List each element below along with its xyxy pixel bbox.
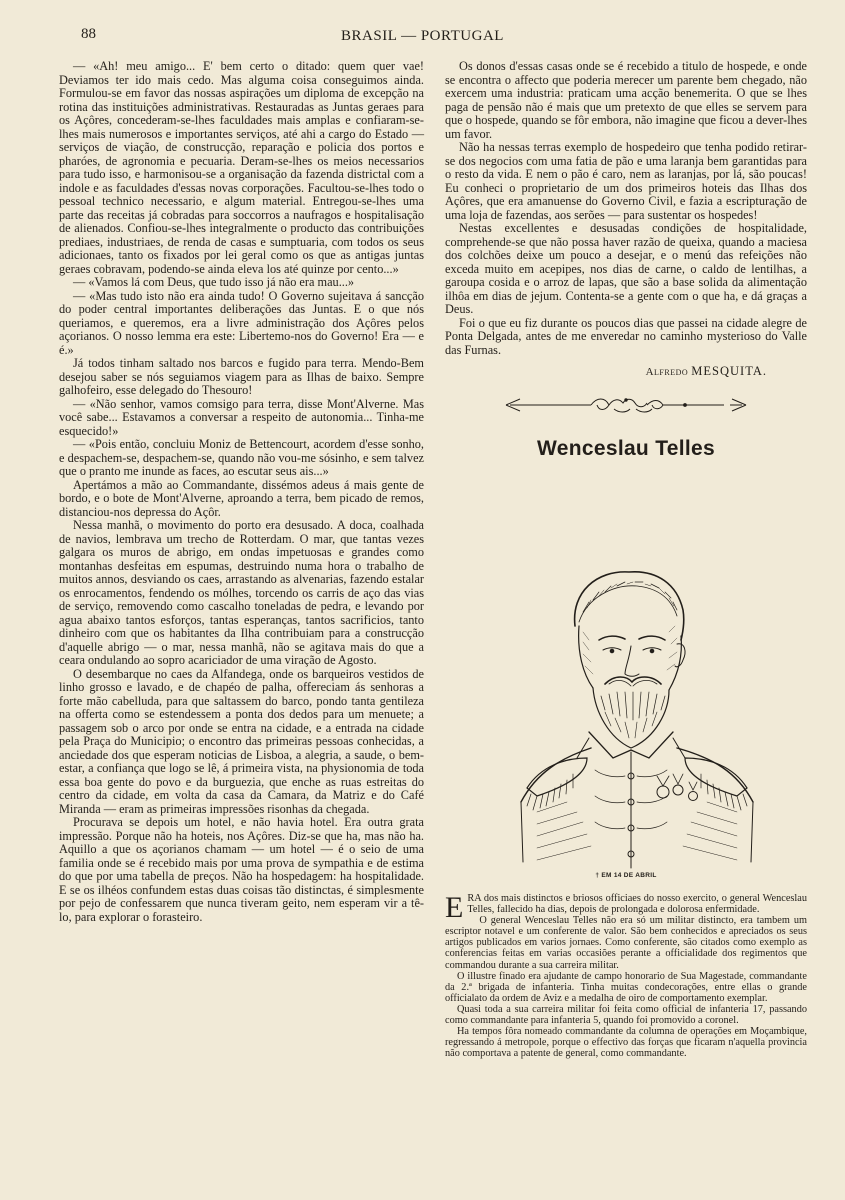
paragraph: Nestas excellentes e desusadas condições de hospitalidade, comprehende-se que não possa haver razão de queixa, quando a maciesa dos colchões deixe um pouco a desejar, e o menú das refeições não exceda muito em acepipes, nos dias de carne, o caldo de lentilhas, a garoupa cosida e o arroz de lapas, que são a base solida da alimentação ilhôa em dias de jejum. Contenta-se a gente com o que ha, e dá graças a Deus. [445, 221, 807, 316]
author-signature [445, 365, 807, 380]
running-title: BRASIL — PORTUGAL [341, 28, 504, 44]
paragraph: Os donos d'essas casas onde se é recebido a titulo de hospede, e onde se encontra o affecto que poderia merecer um parente bem chegado, não exercem uma industria: praticam uma acção benemerita. O que se lhes paga de pensão não é mais que um pretexto de que elles se servem para que o hospede, quando se fôr embora, não imagine que ficou a dever-lhes um favor. [445, 59, 807, 141]
paragraph: Foi o que eu fiz durante os poucos dias que passei na cidade alegre de Ponta Delgada, antes de me enveredar no caminho mysterioso do Valle das Furnas. [445, 315, 807, 357]
paragraph: O illustre finado era ajudante de campo honorario de Sua Magestade, commandante da 2.ª brigada de infanteria. Tinha muitas condecorações, entre ellas o grande officialato da ordem de Aviz e a medalha de oiro de comportamento exemplar. [445, 970, 807, 1004]
article-body [445, 893, 807, 1059]
portrait-illustration [517, 562, 757, 870]
paragraph: Não ha nessas terras exemplo de hospedeiro que tenha podido retirar-se dos negocios com uma fatia de pão e uma laranja bem garantidas para o resto da vida. E nem o pão é caro, nem as laranjas, por lá, são poucas! Eu conheci o proprietario de um dos primeiros hoteis das Ilhas dos Açôres, que era amanuense do Governo Civil, e fazia a escripturação de uma loja de fazendas, aos serões — para sustentar os hospedes! [445, 140, 807, 222]
ornament-divider [496, 394, 756, 416]
paragraph: Procurava se depois um hotel, e não havia hotel. Era outra grata impressão. Porque não ha hoteis, nos Açôres. Diz-se que ha, mas não ha. Aquillo a que os açorianos chamam — um hotel — é o seio de uma familia onde se é recebido mais por uma prova de sympathia e de estima do que por uma tabella de preços. Não ha hospedagem: ha hospitalidade. E se os ilhéos confundem estas duas coisas tão distinctas, é simplesmente por pejo de confessarem que nunca tiveram geito, nem esperam vir a tê-lo, para explorar o forasteiro. [59, 815, 424, 924]
author-last-name: MESQUITA. [691, 364, 767, 378]
left-column [59, 60, 424, 924]
author-first-name: Alfredo [645, 366, 689, 378]
paragraph: O general Wenceslau Telles não era só um militar distincto, era tambem um escriptor notavel e um conferente de valor. São bem conhecidos e apreciados os seus artigos publicados em varios jornaes. Como conferente, são citados como exemplo as conferencias feitas em varias occasiões perante a officialidade dos regimentos que commandou durante a sua carreira militar. [445, 915, 807, 971]
paragraph: — «Pois então, concluiu Moniz de Bettencourt, acordem d'esse sonho, e despachem-se, despachem-se, quando não vou-me sósinho, e sem talvez que o pranto me inunde as faces, ao escutar seus ais...» [59, 437, 424, 478]
article-first-paragraph [445, 891, 807, 924]
paragraph: Nessa manhã, o movimento do porto era desusado. A doca, coalhada de navios, lembrava um trecho de Rotterdam. O mar, que tantas vezes galgara os muros de abrigo, em ondas impetuosas e grandes como montanhas desfeitas em espumas, destruindo numa hora o trabalho de muitos annos, desviando os caes, arrastando as alvenarias, fazendo estalar os enrocamentos, fendendo os mólhes, torcendo os carris de aço das vias de serviço, removendo como cascalho toneladas de pedra, e levando por agua abaixo tantos esforços, tantas esperanças, tantos sacrificios, tanto dinheiro com que os habitantes da Ilha contribuiam para a construcção d'aquelle abrigo — o mar, nessa manhã, não se agitava mais do que a ceara ondulando ao sopro acariciador de uma viração de Agosto. [59, 518, 424, 667]
paragraph: Quasi toda a sua carreira militar foi feita como official de infanteria 17, passando como commandante para infanteria 5, quando foi promovido a coronel. [445, 1003, 807, 1027]
paragraph: — «Mas tudo isto não era ainda tudo! O Governo sujeitava á sancção do poder central importantes deliberações das Juntas. E o que nós queriamos, e queremos, era a livre administração dos Açôres pelos açorianos. O nosso lemma era este: Libertemo-nos do Governo! Era — e é.» [59, 288, 424, 357]
portrait-caption: † EM 14 DE ABRIL [595, 872, 657, 879]
right-column [445, 59, 807, 460]
page-header [0, 26, 845, 46]
article-title: Wenceslau Telles [537, 436, 715, 460]
paragraph: Ha tempos fôra nomeado commandante da columna de operações em Moçambique, regressando á metropole, porque o effectivo das forças que ficaram n'aquella provincia não comportava a patente de general, como commandante. [445, 1026, 807, 1060]
drop-cap: E [445, 891, 464, 924]
paragraph: — «Ah! meu amigo... E' bem certo o ditado: quem quer vae! Deviamos ter ido mais cedo. Mas alguma coisa conseguimos ainda. Formulou-se em favor das nossas aspirações um diploma de excepção na rotina das instituições administrativas. Restauradas as Juntas geraes para os Açôres, concederam-se-lhes faculdades mais amplas e confiaram-se-lhes mais numerosos e importantes serviços, até ahi a cargo do Estado — serviços de viação, de construcção, reparação e policia dos portos e pharóes, de agronomia e pecuaria. Deram-se-lhes os meios necessarios para tudo isso, e harmonisou-se a organisação da fazenda districtal com a indole e as faculdades d'essas novas corporações. Facultou-se-lhes todo o pessoal technico necessario, e algum material. Entregou-se-lhes uma parte das receitas já cobradas para soccorros a naufragos e hospitalisação de alienados. Confiou-se-lhes integralmente o producto das contribuições prediaes, industriaes, de renda de casas e sumptuaria, com todos os seus adicionaes, tanto os fixados por lei geral como os que as antigas juntas geraes cobravam, podendo-se ainda eleva los até quinze por cento...» [59, 59, 424, 276]
first-paragraph-text: RA dos mais distinctos e briosos officiaes do nosso exercito, o general Wenceslau Telles, fallecido ha dias, depois de prolongada e dolorosa enfermidade. [467, 893, 807, 916]
paragraph: O desembarque no caes da Alfandega, onde os barqueiros vestidos de linho grosso e lavado, e de chapéo de palha, offereciam ás senhoras a forte mão cabelluda, para que saltassem do barco, pondo tanta gentileza na offerta como se estendessem a ponta dos dedos para um menuete; a passagem sob o arco por onde se entra na cidade, e a entrada na cidade pela Praça do Municipio; o encontro das primeiras pessoas conhecidas, a anciedade dos que esperam noticias de Lisboa, a alegria, a saude, o bem-estar, a confiança que logo se lê, á primeira vista, na physionomia de toda essa boa gente do povo e da burguezia, que enche as ruas estreitas do centro da cidade, em volta da casa da Camara, da Matriz e do Café Miranda — eram as primeiras impressões risonhas da chegada. [59, 666, 424, 816]
paragraph: Já todos tinham saltado nos barcos e fugido para terra. Mendo-Bem desejou saber se nós seguiamos viagem para as Ilhas de baixo. Sempre galhofeiro, esse delegado do Thesouro! [59, 356, 424, 397]
paragraph: — «Não senhor, vamos comsigo para terra, disse Mont'Alverne. Mas você sabe... Estavamos a conversar a respeito de autonomia... Tinha-me esquecido!» [59, 396, 424, 438]
paragraph: — «Vamos lá com Deus, que tudo isso já não era mau...» [73, 275, 355, 289]
paragraph: Apertámos a mão ao Commandante, dissémos adeus á mais gente de bordo, e o bote de Mont'Alverne, aproando a terra, bem picado de remos, distanciou-nos depressa do Açôr. [59, 477, 424, 519]
page-number: 88 [81, 26, 96, 42]
